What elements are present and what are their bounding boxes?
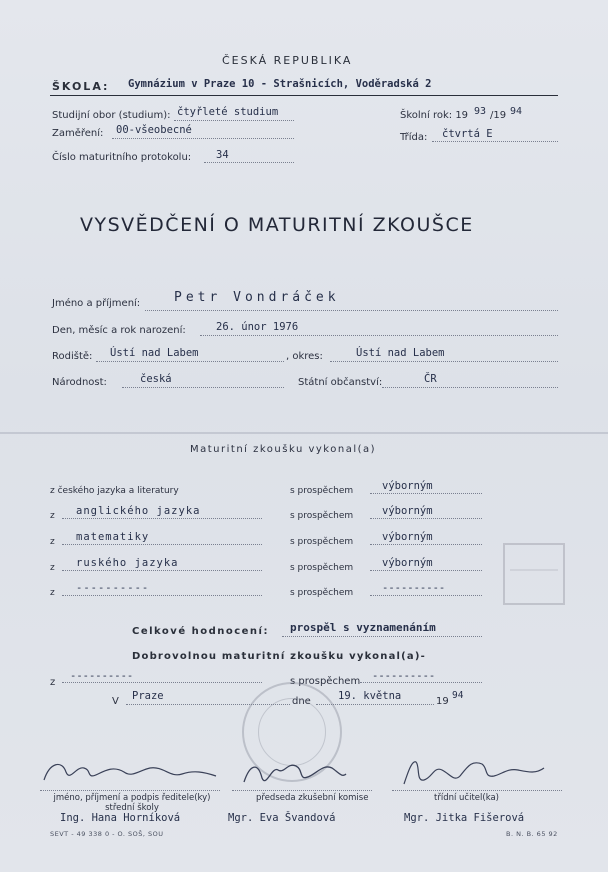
voluntary-result-label: s prospěchem [290, 676, 361, 687]
result-value: výborným [382, 505, 433, 517]
protocol-label: Číslo maturitního protokolu: [52, 152, 192, 163]
place-v-label: V [112, 696, 119, 707]
result-value: výborným [382, 480, 433, 492]
footer-left: SEVT - 49 338 0 - O. SOŠ, SOU [50, 830, 164, 838]
subject-prefix: z českého jazyka a literatury [50, 486, 179, 496]
result-value: výborným [382, 531, 433, 543]
date-year: 94 [452, 690, 464, 701]
subject-prefix: z [50, 511, 55, 521]
birth-label: Den, měsíc a rok narození: [52, 325, 186, 336]
result-value: výborným [382, 557, 433, 569]
birth-value: 26. únor 1976 [216, 321, 299, 333]
birthplace-value: Ústí nad Labem [110, 347, 199, 359]
teacher-name: Mgr. Jitka Fišerová [404, 812, 525, 824]
subject-prefix: z [50, 563, 55, 573]
chair-signature [238, 752, 348, 792]
chair-caption: předseda zkušební komise [256, 793, 369, 803]
birthplace-label: Rodiště: [52, 351, 93, 362]
overall-value: prospěl s vyznamenáním [290, 621, 436, 634]
class-label: Třída: [400, 132, 428, 143]
protocol-value: 34 [216, 149, 229, 161]
class-value: čtvrtá E [442, 128, 493, 140]
exam-heading: Maturitní zkoušku vykonal(a) [190, 444, 377, 455]
overall-label: Celkové hodnocení: [132, 626, 269, 637]
name-value: Petr Vondráček [174, 290, 340, 305]
country-heading: ČESKÁ REPUBLIKA [222, 54, 353, 67]
field-label: Studijní obor (studium): [52, 110, 171, 121]
subject-name: ruského jazyka [76, 557, 179, 569]
voluntary-result: ---------- [372, 670, 436, 682]
faint-stamp-bleed [500, 540, 570, 630]
director-caption: jméno, příjmení a podpis ředitele(ky) střední školy [53, 793, 211, 813]
subject-name: matematiky [76, 531, 150, 543]
school-year-sep: /19 [490, 110, 507, 121]
school-year-to: 94 [510, 106, 523, 117]
document-title: VYSVĚDČENÍ O MATURITNÍ ZKOUŠCE [80, 214, 474, 236]
school-year-from: 93 [474, 106, 487, 117]
subject-name: anglického jazyka [76, 505, 201, 517]
result-label: s prospěchem [290, 563, 354, 573]
result-label: s prospěchem [290, 486, 354, 496]
result-label: s prospěchem [290, 588, 354, 598]
voluntary-prefix: z [50, 677, 56, 688]
name-label: Jméno a příjmení: [52, 298, 141, 309]
school-name: Gymnázium v Praze 10 - Strašnicích, Voděradská 2 [128, 78, 432, 90]
district-label: , okres: [286, 351, 323, 362]
header-rule [50, 95, 558, 96]
footer-right: B. N. B. 65 92 [506, 830, 558, 838]
result-label: s prospěchem [290, 511, 354, 521]
director-name: Ing. Hana Horníková [60, 812, 181, 824]
place-value: Praze [132, 690, 164, 702]
voluntary-label: Dobrovolnou maturitní zkoušku vykonal(a)- [132, 651, 426, 662]
school-year-label: Školní rok: 19 [400, 110, 469, 121]
teacher-signature [398, 752, 548, 792]
district-value: Ústí nad Labem [356, 347, 445, 359]
director-signature [40, 752, 220, 792]
field-value: čtyřleté studium [177, 106, 279, 118]
paper-fold [0, 432, 608, 434]
focus-value: 00-všeobecné [116, 124, 192, 136]
subject-name: ---------- [76, 582, 150, 594]
subject-prefix: z [50, 588, 55, 598]
date-value: 19. května [338, 690, 402, 702]
voluntary-subject: ---------- [70, 670, 134, 682]
subject-prefix: z [50, 537, 55, 547]
nationality-value: česká [140, 373, 172, 385]
teacher-caption: třídní učitel(ka) [434, 793, 499, 803]
school-label: ŠKOLA: [52, 80, 110, 93]
date-year-prefix: 19 [436, 696, 449, 707]
chair-name: Mgr. Eva Švandová [228, 812, 336, 824]
result-value: ---------- [382, 582, 446, 594]
result-label: s prospěchem [290, 537, 354, 547]
focus-label: Zaměření: [52, 128, 104, 139]
nationality-label: Národnost: [52, 377, 107, 388]
date-dne-label: dne [292, 696, 311, 707]
citizenship-value: ČR [424, 373, 437, 385]
citizenship-label: Státní občanství: [298, 377, 383, 388]
